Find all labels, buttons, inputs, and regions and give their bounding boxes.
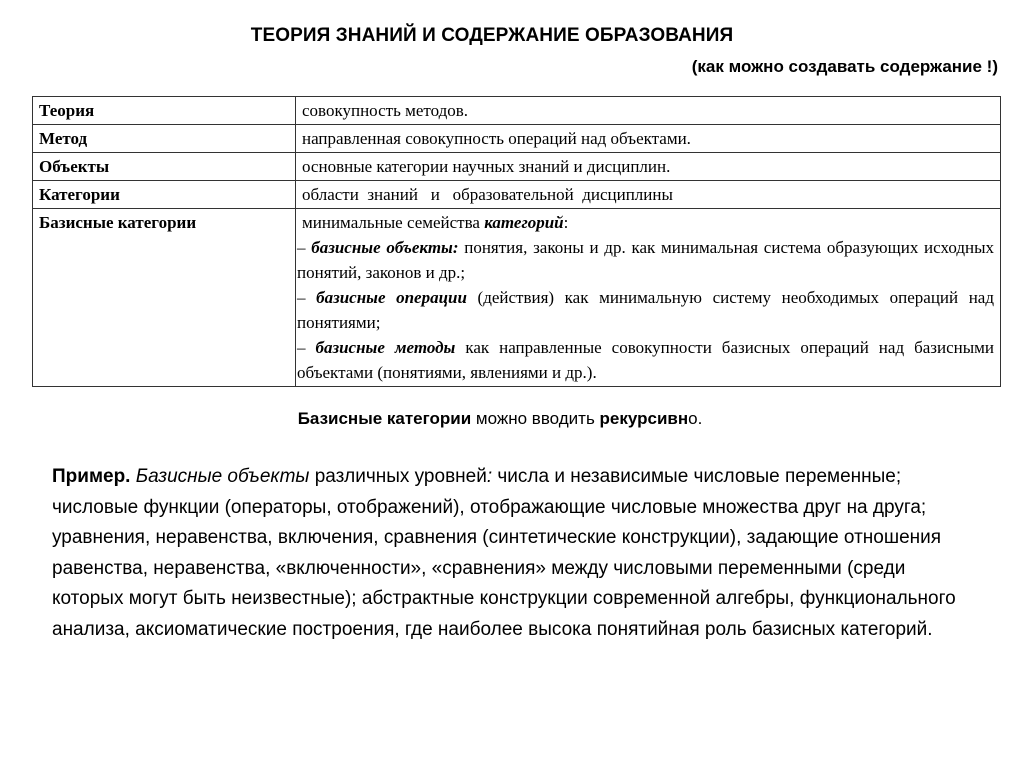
note-ending: о. [688,409,703,428]
example-text-levels: различных уровней [309,466,487,487]
example-body: числа и независимые числовые переменные; числовые функции (операторы, отображений), отображающие числовые множества друг на друга; уравнения, неравенства, включения, сравнения (синтетические конструкции), задающие отношения равенства, неравенства, «включенности», «сравнения» между числовыми переменными (среди которых могут быть неизвестные); абстрактные конструкции современной алгебры, функционального анализа, аксиоматические построения, где наиболее высока понятийная роль базисных категорий. [52,466,956,640]
term-cell: Категории [33,181,296,209]
item-text: (действия) как минимальную систему необходимых операций над понятиями; [297,288,994,332]
definition-cell: направленная совокупность операций над объектами. [296,125,1001,153]
definition-cell: основные категории научных знаний и дисциплин. [296,153,1001,181]
table-row [33,181,1001,209]
basis-intro-text: минимальные семейства [302,213,485,232]
item-text: понятия, законы и др. как минимальная система образующих исходных понятий, законов и др.; [297,238,995,282]
item-emphasis: базисные объекты: [311,238,459,257]
item-text: как направленные совокупности базисных операций над базисными объектами (понятиями, явлениями и др.). [297,338,995,382]
basis-item-operations [297,285,994,335]
page-title: ТЕОРИЯ ЗНАНИЙ И СОДЕРЖАНИЕ ОБРАЗОВАНИЯ [250,25,734,46]
term-cell: Объекты [33,153,296,181]
item-emphasis: базисные методы [315,338,456,357]
definitions-table [32,96,1001,387]
note-text: можно вводить [471,409,600,428]
table-row [33,125,1001,153]
note-bold-term: Базисные категории [297,409,472,428]
example-label: Пример. [52,466,131,487]
basis-intro-colon: : [563,213,569,232]
item-dash: – [297,238,312,257]
term-cell: Базисные категории [33,209,296,387]
item-dash: – [297,338,316,357]
definition-cell: области знаний и образовательной дисциплины [296,181,1001,209]
definition-cell: совокупность методов. [296,97,1001,125]
basis-intro-emphasis: категорий [484,213,564,232]
table-row [33,153,1001,181]
item-emphasis: базисные операции [316,288,467,307]
term-cell: Метод [33,125,296,153]
definition-cell [296,209,1001,387]
table-row [33,97,1001,125]
recursion-note [0,409,1000,429]
term-cell: Теория [33,97,296,125]
example-colon: : [486,466,493,487]
example-emphasis: Базисные объекты [135,466,310,487]
example-paragraph [52,462,982,645]
basis-item-methods [297,335,994,385]
note-bold-word: рекурсивн [599,409,689,428]
table-row [33,209,1001,387]
item-dash: – [297,288,317,307]
basis-item-objects [297,235,994,285]
page-subtitle: (как можно создавать содержание !) [691,57,998,76]
basis-intro [302,210,994,235]
